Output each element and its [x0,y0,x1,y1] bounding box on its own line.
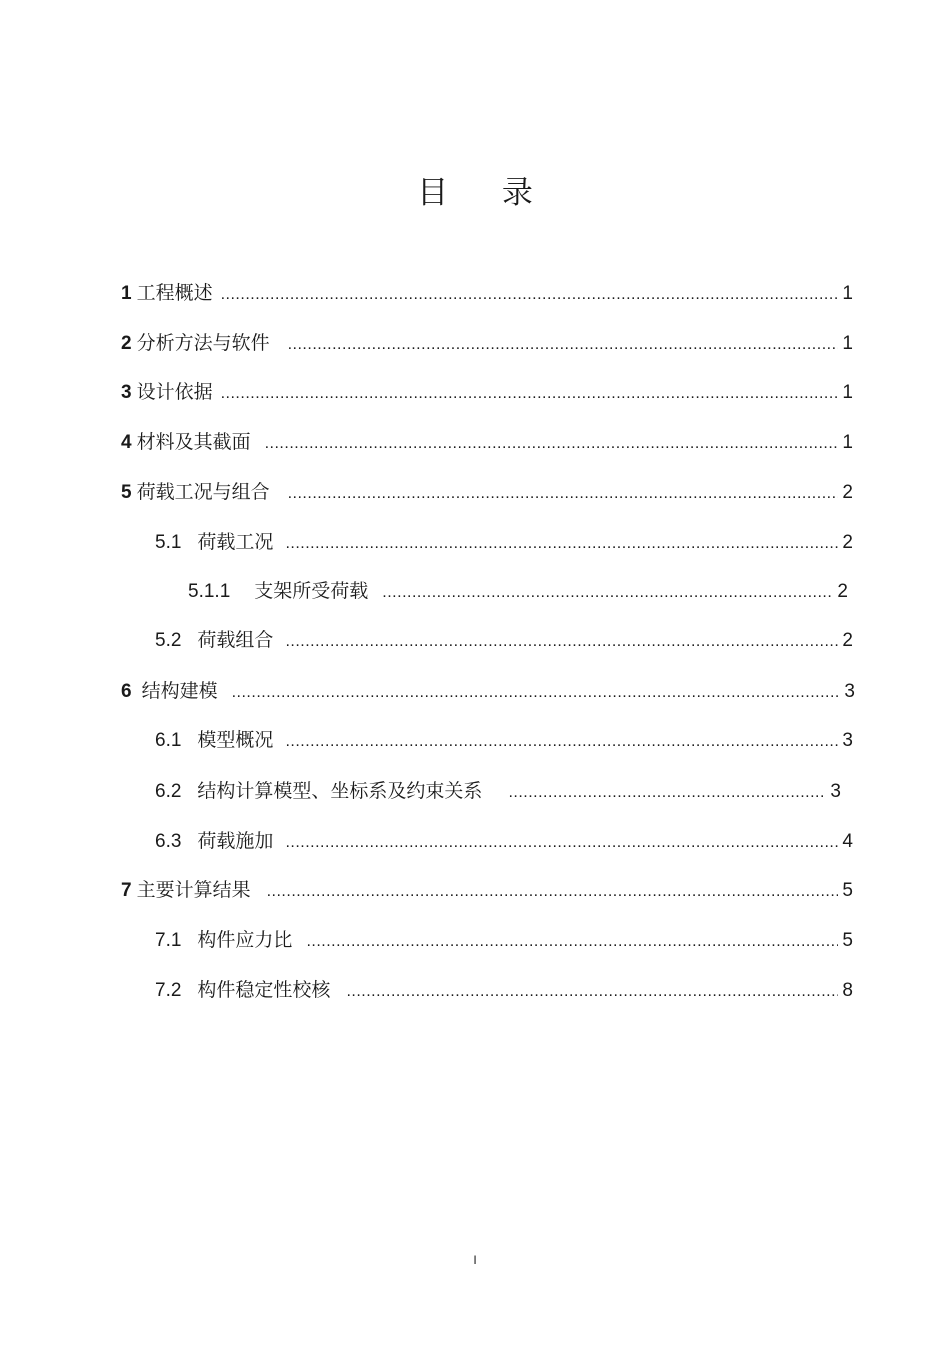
toc-entry[interactable] [155,779,841,806]
toc-title: 结构建模 [141,681,218,702]
toc-entry[interactable] [155,829,853,856]
toc-leader [288,332,839,358]
toc-entry[interactable] [121,331,853,358]
toc-number: 6 [121,681,132,702]
toc-page-number: 2 [842,532,853,553]
toc-number: 5.2 [155,630,182,651]
toc-leader [285,629,838,655]
toc-entry[interactable] [121,878,853,905]
toc-title: 设计依据 [136,382,213,403]
toc-leader [265,431,839,457]
toc-page-number: 1 [842,382,853,403]
toc-entry[interactable] [155,978,853,1005]
toc-number: 7.2 [155,980,182,1001]
toc-title: 分析方法与软件 [136,333,270,354]
toc-title: 荷载工况与组合 [136,482,270,503]
toc-number: 5 [121,482,132,503]
toc-page-number: 5 [842,930,853,951]
toc-title: 荷载施加 [197,831,274,852]
toc-title: 构件稳定性校核 [197,980,331,1001]
toc-title: 模型概况 [197,730,274,751]
toc-leader [346,979,838,1005]
toc-number: 7.1 [155,930,182,951]
toc-entry[interactable] [155,728,853,755]
toc-number: 1 [121,283,132,304]
toc-title: 工程概述 [136,283,213,304]
toc-leader [288,481,839,507]
toc-leader [508,780,826,806]
toc-page-number: 8 [842,980,853,1001]
toc-page-number: 3 [844,681,855,702]
toc-number: 6.3 [155,831,182,852]
toc-entry[interactable] [121,281,853,308]
toc-page-number: 5 [842,880,853,901]
toc-title: 支架所受荷载 [254,581,369,602]
toc-entry[interactable] [121,380,853,407]
toc-entry[interactable] [155,530,853,557]
toc-entry[interactable] [155,628,853,655]
toc-number: 5.1.1 [188,581,231,602]
toc-number: 7 [121,880,132,901]
toc-page-number: 3 [830,781,841,802]
toc-title: 荷载组合 [197,630,274,651]
toc-page-number: 1 [842,333,853,354]
toc-number: 4 [121,432,132,453]
toc-number: 5.1 [155,532,182,553]
toc-leader [221,282,839,308]
toc-title: 荷载工况 [197,532,274,553]
toc-title: 结构计算模型、坐标系及约束关系 [197,781,483,802]
toc-entry[interactable] [188,579,848,606]
toc-leader [267,879,839,905]
toc-title: 构件应力比 [197,930,293,951]
page-title: 目 录 [417,175,555,211]
toc-title: 主要计算结果 [136,880,251,901]
toc-entry[interactable] [155,928,853,955]
toc-entry[interactable] [121,430,853,457]
toc-leader [306,929,838,955]
toc-page-number: 2 [837,581,848,602]
toc-leader [382,580,833,606]
toc-title: 材料及其截面 [136,432,251,453]
toc-number: 6.2 [155,781,182,802]
toc-leader [285,531,838,557]
toc-leader [285,729,838,755]
toc-page-number: 1 [842,283,853,304]
toc-page-number: 2 [842,482,853,503]
toc-page-number: 1 [842,432,853,453]
toc-entry[interactable] [121,679,855,706]
toc-number: 2 [121,333,132,354]
toc-page-number: 2 [842,630,853,651]
toc-page-number: 3 [842,730,853,751]
toc-number: 3 [121,382,132,403]
toc-number: 6.1 [155,730,182,751]
toc-leader [232,680,841,706]
toc-entry[interactable] [121,480,853,507]
footer-page-number: I [473,1253,477,1267]
toc-leader [285,830,838,856]
toc-leader [221,381,839,407]
toc-page-number: 4 [842,831,853,852]
